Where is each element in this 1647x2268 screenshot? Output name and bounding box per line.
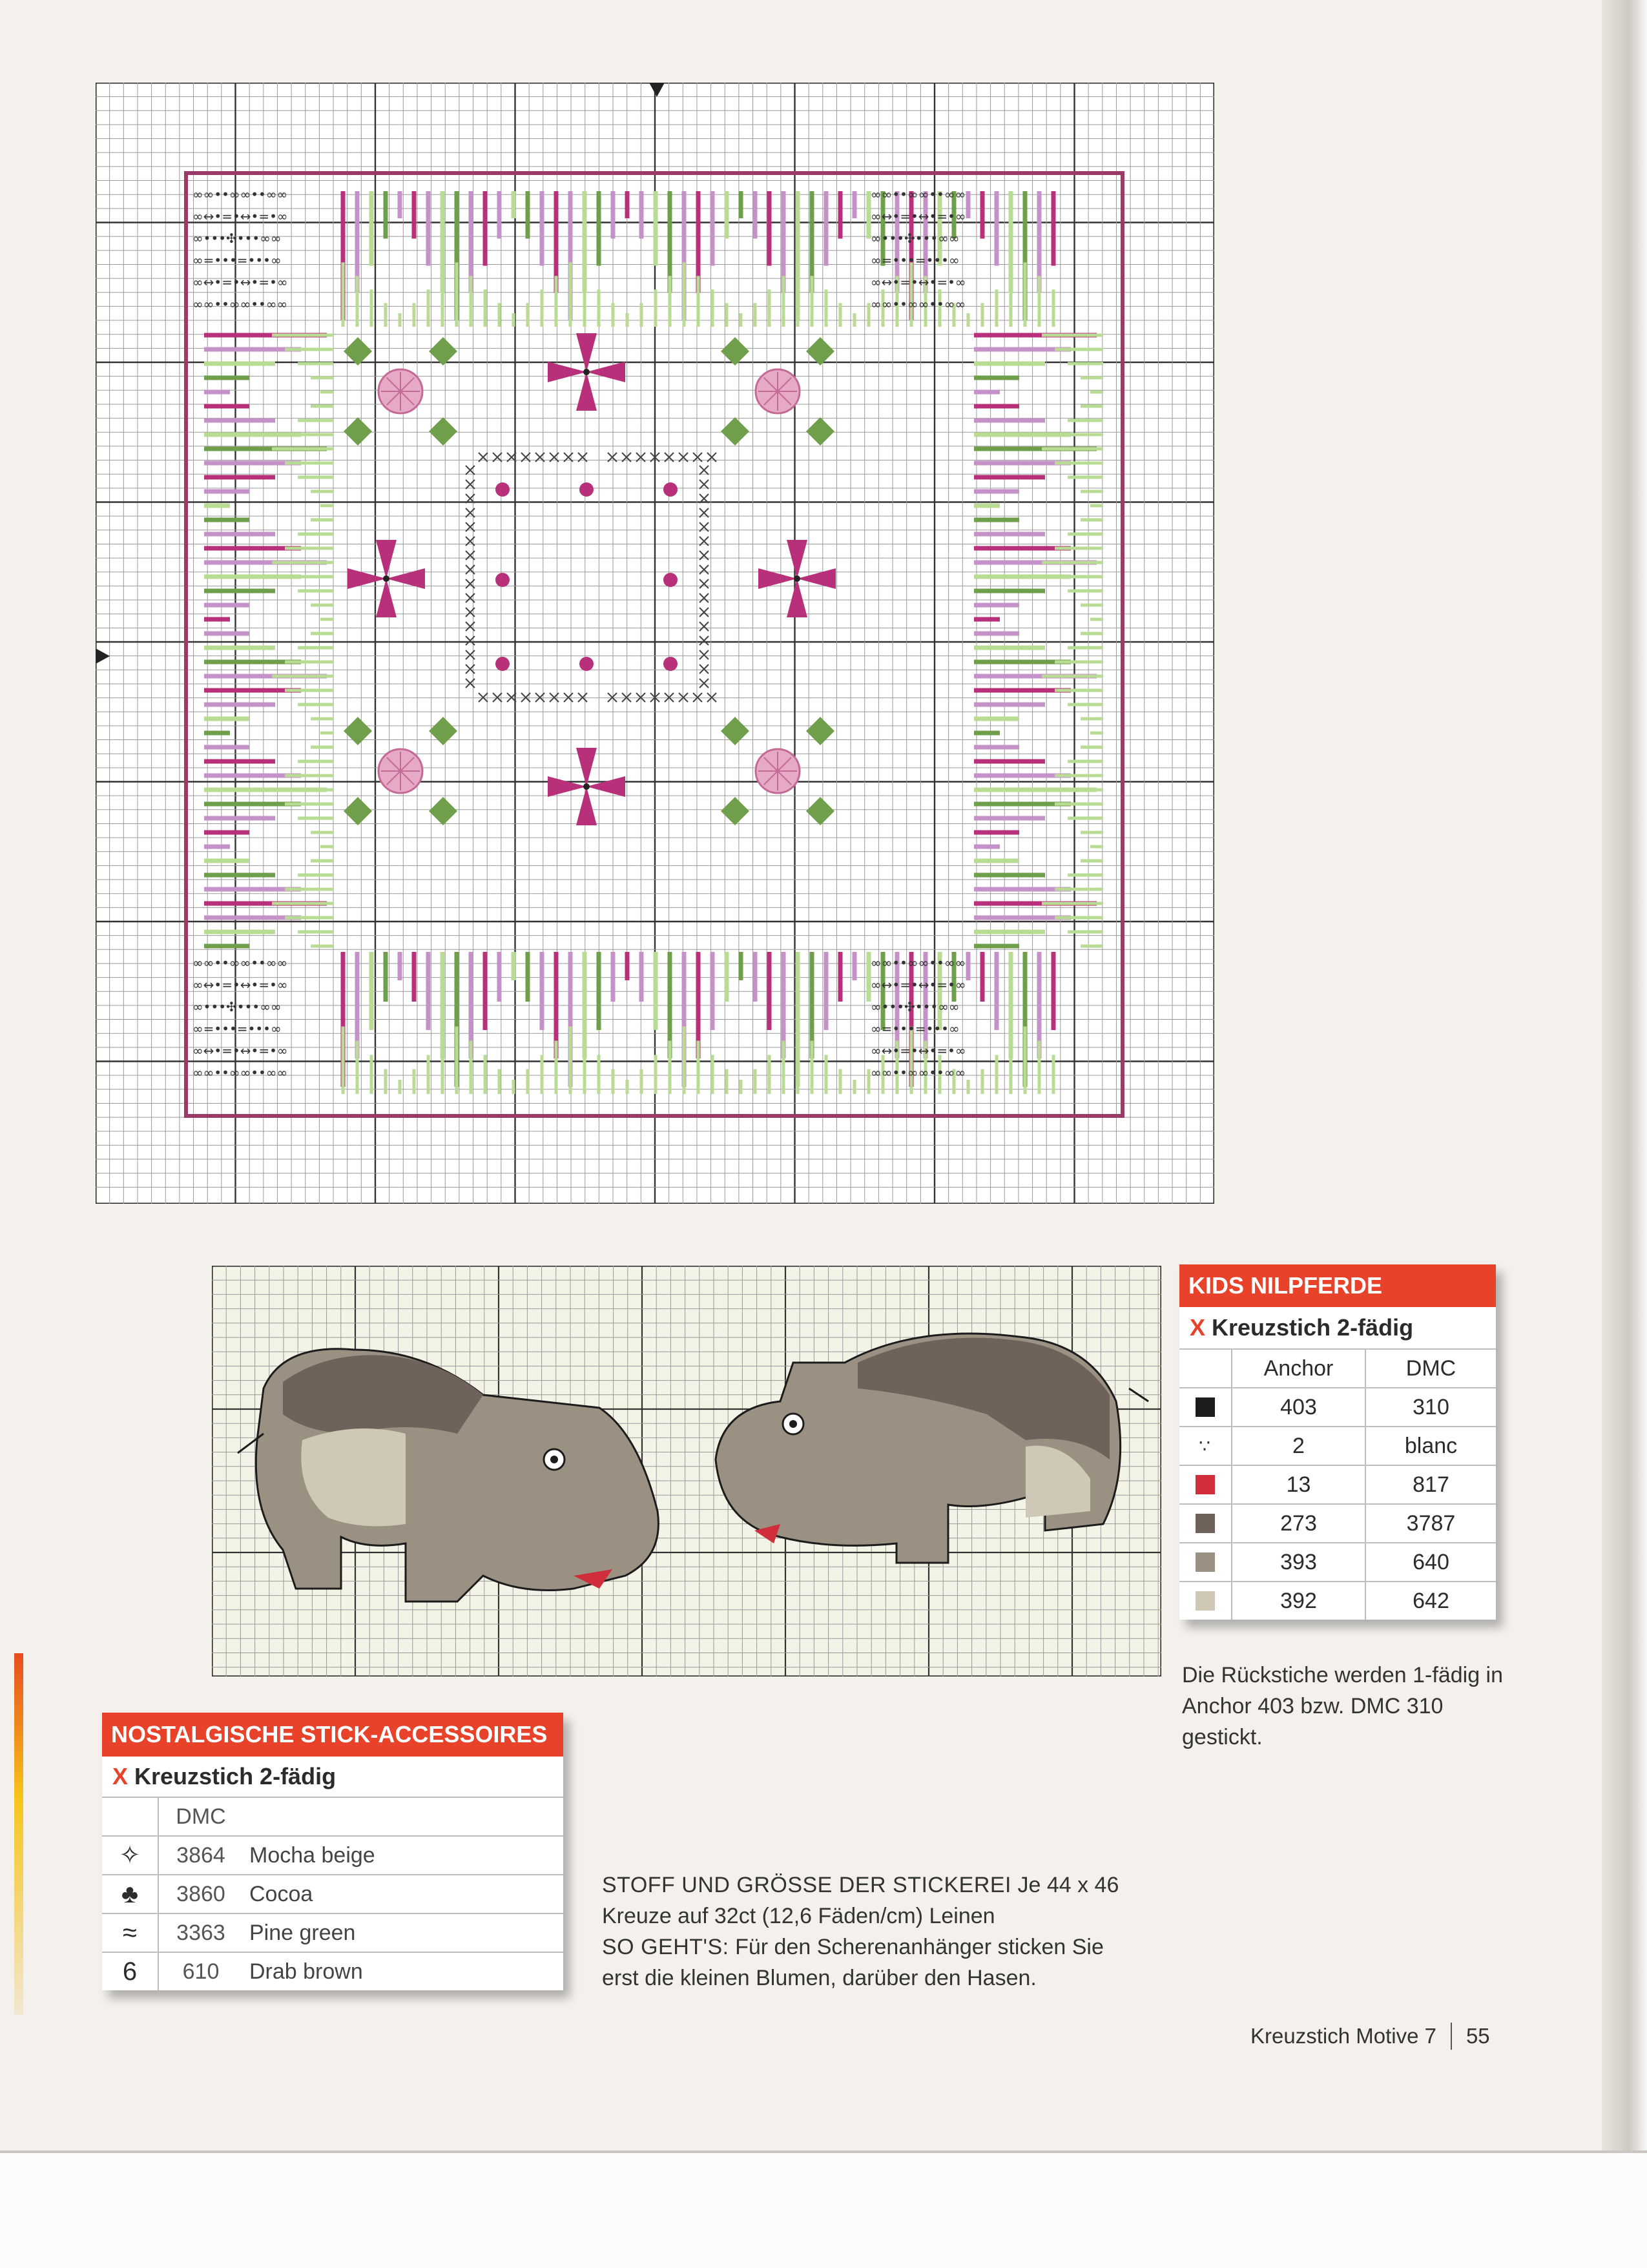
- instructions-text: Für den Scherenanhänger sticken Sie erst die kleinen Blumen, darüber den Hasen.: [602, 1935, 1104, 1990]
- stitch-symbol-icon: ≈: [102, 1914, 159, 1952]
- nostalgic-key-rows: [102, 1835, 563, 1990]
- nostalgic-key-header-row: [102, 1797, 563, 1835]
- color-swatch-icon: ∵: [1199, 1436, 1212, 1456]
- dmc-number: 817: [1413, 1472, 1449, 1497]
- svg-text:∞∞••∞∞••∞∞: ∞∞••∞∞••∞∞: [192, 955, 288, 971]
- svg-text:∞∞••∞∞••∞∞: ∞∞••∞∞••∞∞: [871, 296, 966, 312]
- svg-text:∞•••✣•••∞∞: ∞•••✣•••∞∞: [871, 999, 960, 1015]
- kids-key-row: [1179, 1387, 1496, 1426]
- color-swatch-icon: [1196, 1475, 1215, 1494]
- color-swatch-icon: [1196, 1552, 1215, 1572]
- svg-text:∞↔•=•↔•=•∞: ∞↔•=•↔•=•∞: [871, 274, 966, 290]
- svg-text:∞=•••=•••∞: ∞=•••=•••∞: [192, 253, 282, 268]
- col-anchor: Anchor: [1232, 1350, 1366, 1387]
- nostalgic-key-stitch: [102, 1757, 563, 1797]
- fabric-label: STOFF UND GRÖSSE DER STICKEREI: [602, 1873, 1012, 1897]
- svg-text:∞•••✣•••∞∞: ∞•••✣•••∞∞: [871, 231, 960, 246]
- nostalgic-key-title: NOSTALGISCHE STICK-ACCESSOIRES: [102, 1713, 563, 1757]
- col-dmc: DMC: [1405, 1356, 1456, 1381]
- dmc-number: blanc: [1404, 1433, 1458, 1458]
- anchor-number: 273: [1232, 1505, 1366, 1542]
- svg-text:∞↔•=•↔•=•∞: ∞↔•=•↔•=•∞: [192, 274, 288, 290]
- page-bottom-edge: [0, 2150, 1647, 2268]
- svg-text:∞∞••∞∞••∞∞: ∞∞••∞∞••∞∞: [192, 296, 288, 312]
- page-footer: [1250, 2023, 1490, 2050]
- color-name: Cocoa: [249, 1881, 313, 1906]
- svg-text:∞↔•=•↔•=•∞: ∞↔•=•↔•=•∞: [871, 1043, 966, 1058]
- anchor-number: 403: [1232, 1388, 1366, 1426]
- stitch-symbol-icon: ♣: [102, 1875, 159, 1913]
- color-swatch-icon: [1196, 1591, 1215, 1611]
- anchor-number: 2: [1232, 1427, 1366, 1465]
- svg-text:∞∞••∞∞••∞∞: ∞∞••∞∞••∞∞: [871, 187, 966, 202]
- color-swatch-icon: [1196, 1514, 1215, 1533]
- svg-text:∞↔•=•↔•=•∞: ∞↔•=•↔•=•∞: [871, 977, 966, 993]
- footer-divider: [1451, 2023, 1452, 2050]
- svg-text:∞=•••=•••∞: ∞=•••=•••∞: [192, 1021, 282, 1036]
- color-swatch-icon: [1196, 1397, 1215, 1417]
- nostalgic-key-row: [102, 1874, 563, 1913]
- hippo-cross-stitch-chart: [212, 1266, 1161, 1676]
- kids-key-rows: [1179, 1387, 1496, 1620]
- svg-text:∞↔•=•↔•=•∞: ∞↔•=•↔•=•∞: [192, 977, 288, 993]
- kids-key-row: [1179, 1465, 1496, 1503]
- stitch-symbol-icon: 6: [102, 1953, 159, 1990]
- kids-key-row: [1179, 1426, 1496, 1465]
- previous-page-edge: [14, 1653, 23, 2015]
- nostalgic-color-key: [102, 1713, 563, 1990]
- kids-key-row: [1179, 1542, 1496, 1581]
- kids-key-stitch-label: Kreuzstich 2-fädig: [1212, 1314, 1414, 1341]
- square-cross-stitch-chart: [96, 83, 1214, 1204]
- stitch-symbol-icon: ✧: [102, 1837, 159, 1874]
- nostalgic-key-row: [102, 1913, 563, 1952]
- fabric-text: Je 44 x 46 Kreuze auf 32ct (12,6 Fäden/cm) Leinen: [602, 1873, 1119, 1928]
- dmc-number: 3363: [176, 1920, 225, 1945]
- instructions-label: SO GEHT'S:: [602, 1935, 729, 1959]
- kids-key-stitch: [1179, 1307, 1496, 1348]
- anchor-number: 392: [1232, 1582, 1366, 1620]
- dmc-number: 610: [182, 1959, 220, 1984]
- dmc-number: 640: [1413, 1549, 1449, 1574]
- anchor-number: 13: [1232, 1466, 1366, 1503]
- nostalgic-key-row: [102, 1952, 563, 1990]
- kids-key-row: [1179, 1581, 1496, 1620]
- page-edge-shadow: [1602, 0, 1647, 2265]
- nostalgic-key-row: [102, 1835, 563, 1874]
- kids-key-header-row: [1179, 1348, 1496, 1387]
- svg-text:∞•••✣•••∞∞: ∞•••✣•••∞∞: [192, 999, 282, 1015]
- svg-text:∞∞••∞∞••∞∞: ∞∞••∞∞••∞∞: [871, 1065, 966, 1080]
- dmc-number: 3787: [1406, 1510, 1456, 1536]
- dmc-number: 642: [1413, 1588, 1449, 1613]
- nostalgic-key-stitch-label: Kreuzstich 2-fädig: [134, 1763, 337, 1789]
- color-name: Mocha beige: [249, 1842, 375, 1868]
- cross-stitch-mark-icon: X: [112, 1763, 129, 1789]
- svg-text:∞∞••∞∞••∞∞: ∞∞••∞∞••∞∞: [192, 187, 288, 202]
- svg-text:∞=•••=•••∞: ∞=•••=•••∞: [871, 1021, 960, 1036]
- fabric-size-note: [602, 1870, 1132, 1994]
- svg-text:∞↔•=•↔•=•∞: ∞↔•=•↔•=•∞: [192, 209, 288, 224]
- svg-text:∞↔•=•↔•=•∞: ∞↔•=•↔•=•∞: [192, 1043, 288, 1058]
- cross-stitch-mark-icon: X: [1190, 1314, 1206, 1341]
- svg-text:∞∞••∞∞••∞∞: ∞∞••∞∞••∞∞: [192, 1065, 288, 1080]
- dmc-number: 3860: [176, 1881, 225, 1906]
- magazine-name: Kreuzstich Motive 7: [1250, 2024, 1436, 2048]
- svg-text:∞↔•=•↔•=•∞: ∞↔•=•↔•=•∞: [871, 209, 966, 224]
- color-name: Pine green: [249, 1920, 356, 1945]
- svg-text:∞=•••=•••∞: ∞=•••=•••∞: [871, 253, 960, 268]
- anchor-number: 393: [1232, 1543, 1366, 1581]
- svg-text:∞∞••∞∞••∞∞: ∞∞••∞∞••∞∞: [871, 955, 966, 971]
- backstitch-note: Die Rückstiche werden 1-fädig in Anchor 403 bzw. DMC 310 gestickt.: [1182, 1663, 1504, 1749]
- dmc-number: 3864: [176, 1842, 225, 1868]
- kids-hippo-color-key: [1179, 1264, 1496, 1620]
- page-number: 55: [1466, 2024, 1490, 2048]
- svg-text:∞•••✣•••∞∞: ∞•••✣•••∞∞: [192, 231, 282, 246]
- col-dmc: DMC: [176, 1804, 226, 1829]
- color-name: Drab brown: [249, 1959, 363, 1984]
- kids-key-row: [1179, 1503, 1496, 1542]
- kids-key-title: KIDS NILPFERDE: [1179, 1264, 1496, 1307]
- dmc-number: 310: [1413, 1394, 1449, 1419]
